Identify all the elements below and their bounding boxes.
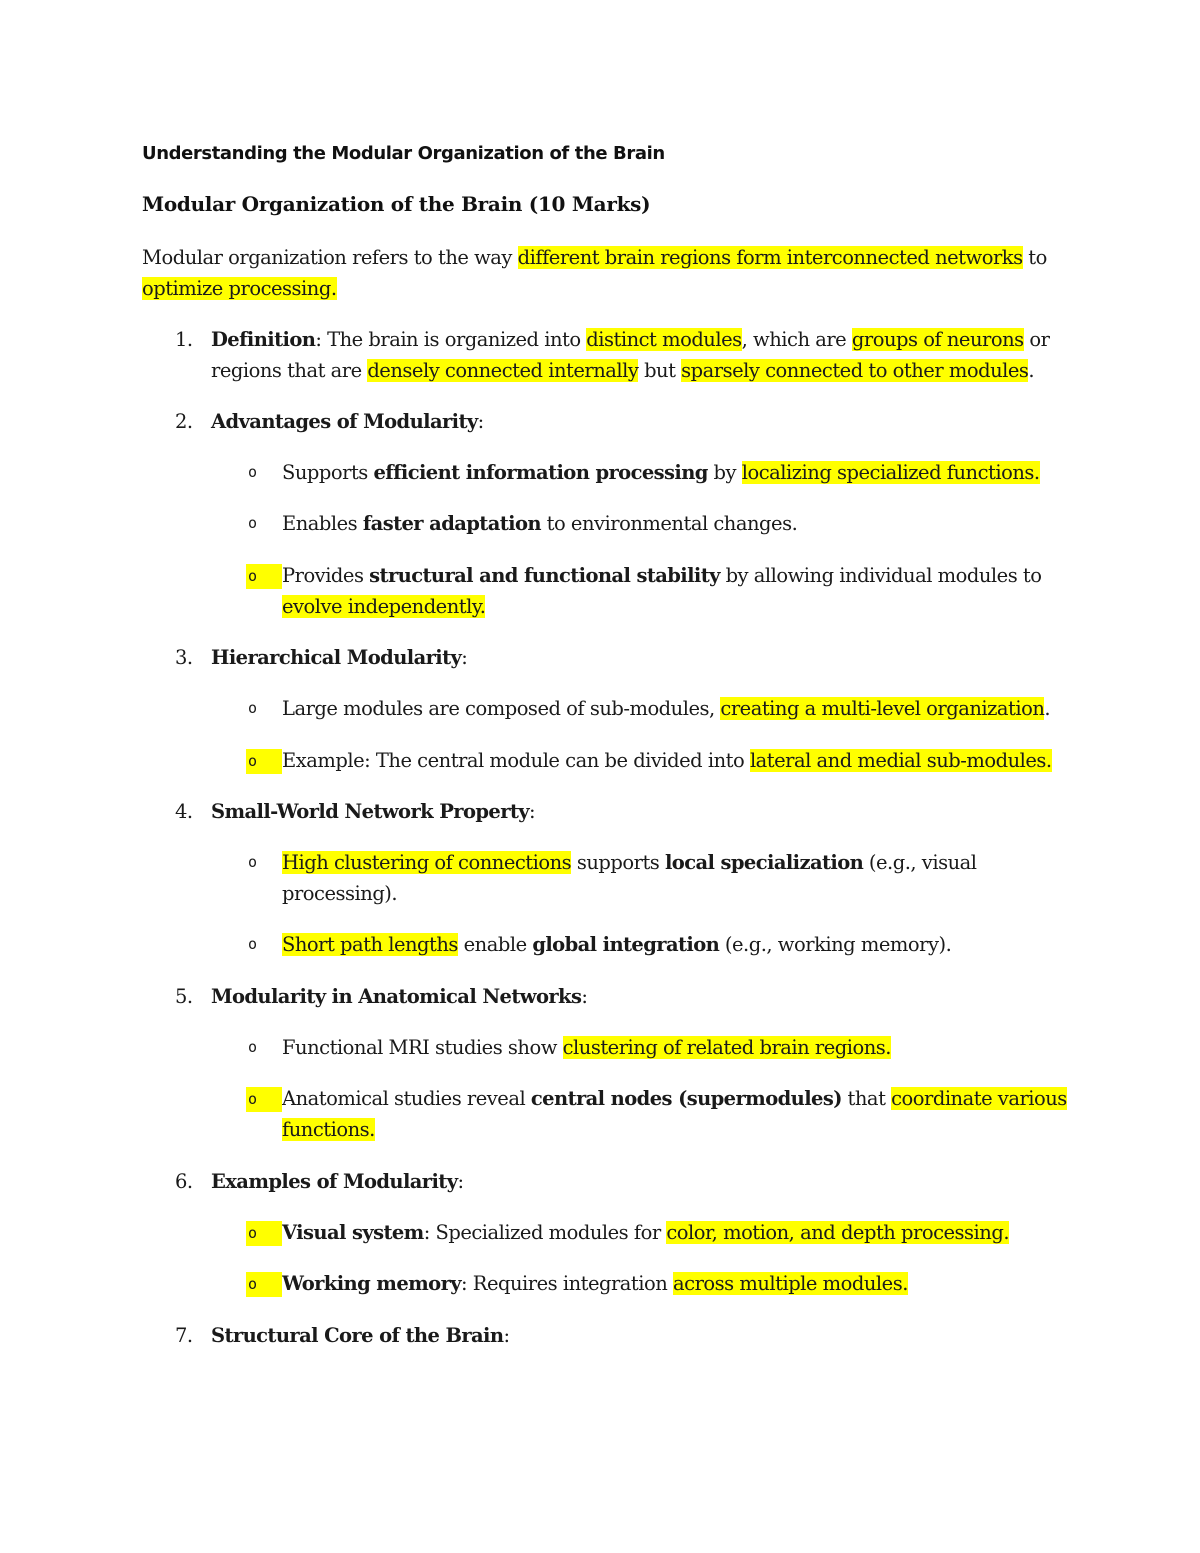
sub-item	[248, 847, 1072, 909]
sub-bold: Working memory	[282, 1272, 461, 1295]
item-heading: Hierarchical Modularity	[211, 646, 462, 669]
item-heading: Examples of Modularity	[211, 1170, 458, 1193]
item-text: :	[529, 800, 536, 823]
item-highlight: sparsely connected to other modules	[681, 359, 1029, 382]
sub-bold: faster adaptation	[362, 512, 541, 535]
sub-text: supports	[571, 851, 665, 874]
item-text: :	[503, 1324, 510, 1347]
item-text: , which are	[741, 328, 852, 351]
sub-highlight: Short path lengths	[282, 933, 458, 956]
sub-bold: efficient information processing	[373, 461, 708, 484]
sub-highlight: color, motion, and depth processing.	[666, 1221, 1010, 1244]
sub-bold: Visual system	[282, 1221, 424, 1244]
sub-text: (e.g., working memory).	[719, 933, 952, 956]
sub-text: Provides	[282, 564, 370, 587]
sub-bold: local specialization	[665, 851, 864, 874]
sub-text: Supports	[282, 461, 374, 484]
list-number: 3.	[175, 646, 193, 669]
sub-highlight: creating a multi-level organization	[720, 697, 1045, 720]
item-highlight: groups of neurons	[851, 328, 1024, 351]
item-heading: Modularity in Anatomical Networks	[211, 985, 582, 1008]
sub-bold: central nodes (supermodules)	[530, 1087, 842, 1110]
sub-text: by allowing individual modules to	[719, 564, 1042, 587]
sub-bold: global integration	[532, 933, 720, 956]
sub-text: : Requires integration	[461, 1272, 674, 1295]
intro-text: to	[1022, 246, 1047, 269]
sub-text: Anatomical studies reveal	[282, 1087, 531, 1110]
item-heading: Structural Core of the Brain	[211, 1324, 504, 1347]
list-number: 2.	[175, 410, 193, 433]
document-title: Understanding the Modular Organization of the Brain	[142, 143, 665, 164]
sub-text: that	[841, 1087, 892, 1110]
list-item-advantages	[175, 406, 1061, 437]
item-text: but	[638, 359, 682, 382]
item-highlight: densely connected internally	[367, 359, 639, 382]
sub-highlight: lateral and medial sub-modules.	[749, 749, 1052, 772]
item-text: :	[457, 1170, 464, 1193]
list-item-definition	[175, 324, 1061, 386]
sub-text: (e.g., visual processing).	[282, 851, 977, 905]
list-number: 6.	[175, 1170, 193, 1193]
bullet-icon: o	[248, 514, 257, 532]
sub-text: Enables	[282, 512, 363, 535]
sub-item	[248, 457, 1072, 488]
sub-highlight: localizing specialized functions.	[741, 461, 1040, 484]
sub-highlight: coordinate various functions.	[282, 1087, 1067, 1141]
bullet-icon: o	[248, 463, 257, 481]
item-text: :	[477, 410, 484, 433]
list-number: 7.	[175, 1324, 193, 1347]
intro-highlight: different brain regions form interconnected networks	[517, 246, 1023, 269]
sub-text: Large modules are composed of sub-modules,	[282, 697, 721, 720]
sub-text: Functional MRI studies show	[282, 1036, 563, 1059]
sub-item	[248, 1032, 1072, 1063]
sub-item	[248, 745, 1072, 776]
bullet-icon: o	[248, 853, 257, 871]
section-heading: Modular Organization of the Brain (10 Marks)	[142, 192, 651, 216]
bullet-icon: o	[246, 564, 282, 589]
bullet-icon: o	[246, 749, 282, 774]
list-item-examples	[175, 1166, 1061, 1197]
item-heading: Small-World Network Property	[211, 800, 530, 823]
item-heading: Definition	[211, 328, 316, 351]
list-number: 4.	[175, 800, 193, 823]
item-text: :	[581, 985, 588, 1008]
bullet-icon: o	[248, 699, 257, 717]
list-item-small-world	[175, 796, 1061, 827]
sub-text: enable	[457, 933, 533, 956]
sub-bold: structural and functional stability	[369, 564, 720, 587]
intro-paragraph	[142, 242, 1062, 304]
sub-text: to environmental changes.	[540, 512, 798, 535]
bullet-icon: o	[246, 1087, 282, 1112]
bullet-icon: o	[248, 1038, 257, 1056]
item-heading: Advantages of Modularity	[211, 410, 478, 433]
sub-item	[248, 1083, 1072, 1145]
list-item-structural-core	[175, 1320, 1061, 1351]
sub-text: by	[707, 461, 742, 484]
sub-item	[248, 1268, 1072, 1299]
list-number: 5.	[175, 985, 193, 1008]
intro-text: Modular organization refers to the way	[142, 246, 518, 269]
list-number: 1.	[175, 328, 193, 351]
sub-text: .	[1044, 697, 1051, 720]
sub-item	[248, 560, 1072, 622]
sub-text: : Specialized modules for	[423, 1221, 667, 1244]
sub-item	[248, 508, 1072, 539]
intro-highlight: optimize processing.	[142, 277, 337, 300]
item-text: :	[461, 646, 468, 669]
sub-highlight: clustering of related brain regions.	[562, 1036, 891, 1059]
item-text: .	[1028, 359, 1035, 382]
list-item-anatomical	[175, 981, 1061, 1012]
sub-item	[248, 693, 1072, 724]
bullet-icon: o	[246, 1221, 282, 1246]
sub-highlight: High clustering of connections	[282, 851, 572, 874]
item-text: or regions that are	[211, 328, 1050, 382]
sub-item	[248, 1217, 1072, 1248]
list-item-hierarchical	[175, 642, 1061, 673]
bullet-icon: o	[246, 1272, 282, 1297]
sub-item	[248, 929, 1072, 960]
sub-highlight: across multiple modules.	[673, 1272, 908, 1295]
bullet-icon: o	[248, 935, 257, 953]
sub-text: Example: The central module can be divided into	[282, 749, 750, 772]
item-highlight: distinct modules	[586, 328, 742, 351]
sub-highlight: evolve independently.	[282, 595, 486, 618]
item-text: : The brain is organized into	[315, 328, 587, 351]
